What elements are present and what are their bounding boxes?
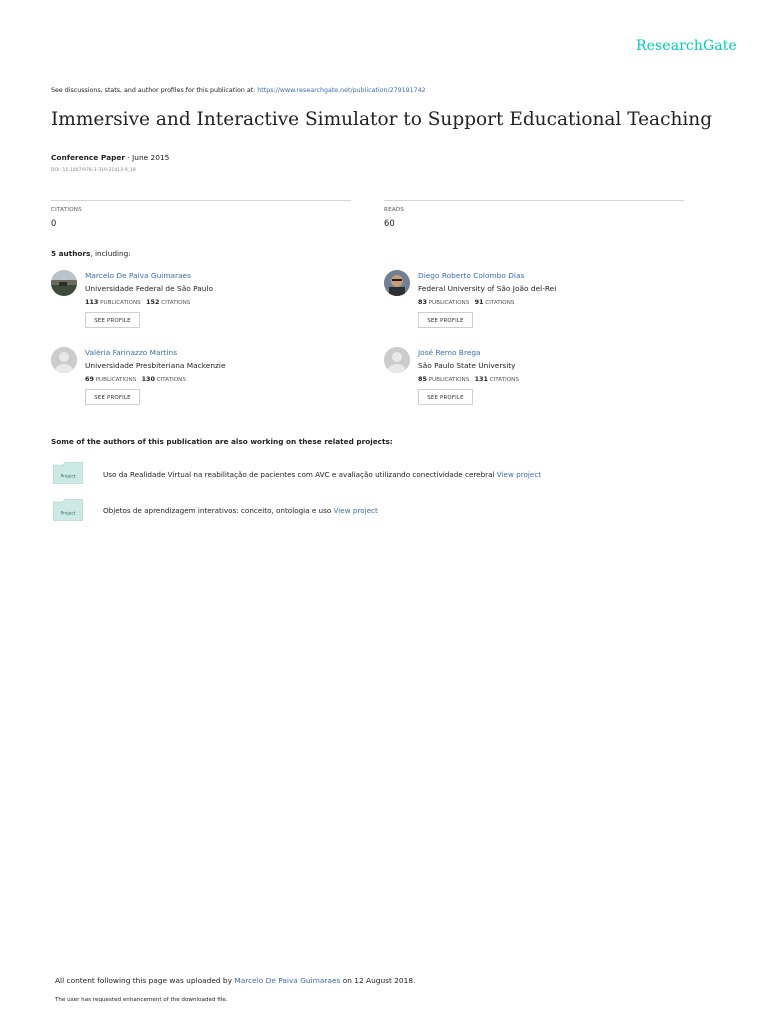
related-projects-heading: Some of the authors of this publication are also working on these related projects: bbox=[51, 437, 393, 446]
citations-value: 0 bbox=[51, 218, 57, 228]
publications-label: PUBLICATIONS bbox=[100, 300, 141, 306]
researchgate-logo[interactable]: ResearchGate bbox=[636, 38, 737, 54]
author-institution: Universidade Federal de São Paulo bbox=[85, 284, 214, 293]
publication-doi: DOI: 10.1007/978-3-319-21413-9_18 bbox=[51, 168, 136, 173]
citations-count: 131 bbox=[474, 375, 488, 383]
discussion-notice bbox=[51, 87, 426, 94]
project-title: Objetos de aprendizagem interativos: conceito, ontologia e uso bbox=[103, 506, 334, 515]
upload-prefix: All content following this page was uploaded by bbox=[55, 976, 235, 985]
author-institution: Federal University of São João del-Rei bbox=[418, 284, 557, 293]
author-stats bbox=[85, 298, 190, 306]
author-avatar[interactable] bbox=[384, 270, 410, 296]
author-avatar[interactable] bbox=[51, 347, 77, 373]
authors-count: 5 authors bbox=[51, 249, 91, 258]
project-item bbox=[103, 506, 378, 515]
author-name-link[interactable]: Diego Roberto Colombo Dias bbox=[418, 271, 525, 280]
author-card bbox=[51, 347, 351, 417]
publications-label: PUBLICATIONS bbox=[95, 377, 137, 383]
citations-label: CITATIONS bbox=[489, 377, 519, 383]
citations-count: 130 bbox=[141, 375, 155, 383]
publications-label: PUBLICATIONS bbox=[428, 300, 470, 306]
publications-label: PUBLICATIONS bbox=[428, 377, 470, 383]
publications-count: 69 bbox=[85, 375, 94, 383]
citations-label: CITATIONS bbox=[485, 300, 515, 306]
meta-separator: · bbox=[125, 153, 133, 162]
see-profile-button[interactable]: SEE PROFILE bbox=[418, 389, 473, 405]
author-institution: Universidade Presbiteriana Mackenzie bbox=[85, 361, 226, 370]
authors-summary bbox=[51, 249, 131, 258]
see-profile-button[interactable]: SEE PROFILE bbox=[85, 389, 140, 405]
citations-divider bbox=[51, 200, 351, 201]
publications-count: 113 bbox=[85, 298, 99, 306]
author-stats bbox=[85, 375, 186, 383]
project-item bbox=[103, 470, 541, 479]
view-project-link[interactable]: View project bbox=[496, 470, 542, 479]
default-avatar-icon bbox=[384, 347, 410, 373]
uploader-link[interactable]: Marcelo De Paiva Guimaraes bbox=[234, 976, 341, 985]
see-profile-button[interactable]: SEE PROFILE bbox=[418, 312, 473, 328]
author-institution: São Paulo State University bbox=[418, 361, 516, 370]
reads-label: READS bbox=[384, 207, 405, 213]
reads-value: 60 bbox=[384, 218, 395, 228]
publication-title: Immersive and Interactive Simulator to Support Educational Teaching bbox=[51, 109, 713, 130]
enhancement-note: The user has requested enhancement of the downloaded file. bbox=[55, 997, 228, 1003]
publication-date: June 2015 bbox=[132, 153, 170, 162]
see-profile-button[interactable]: SEE PROFILE bbox=[85, 312, 140, 328]
author-stats bbox=[418, 298, 514, 306]
person-photo-icon bbox=[384, 270, 410, 296]
publications-count: 83 bbox=[418, 298, 427, 306]
project-folder-icon[interactable] bbox=[53, 499, 83, 519]
author-card bbox=[384, 347, 684, 417]
publications-count: 85 bbox=[418, 375, 427, 383]
author-name-link[interactable]: Marcelo De Paiva Guimaraes bbox=[85, 271, 192, 280]
author-avatar[interactable] bbox=[384, 347, 410, 373]
author-card bbox=[51, 270, 351, 340]
default-avatar-icon bbox=[51, 347, 77, 373]
citations-label: CITATIONS bbox=[156, 377, 186, 383]
citations-label: CITATIONS bbox=[161, 300, 191, 306]
author-avatar[interactable] bbox=[51, 270, 77, 296]
citations-label: CITATIONS bbox=[51, 207, 82, 213]
author-card bbox=[384, 270, 684, 340]
author-name-link[interactable]: Valéria Farinazzo Martins bbox=[85, 348, 178, 357]
upload-suffix: on 12 August 2018. bbox=[340, 976, 416, 985]
landscape-photo-icon bbox=[51, 270, 77, 296]
citations-count: 91 bbox=[474, 298, 484, 306]
publication-url-link[interactable]: https://www.researchgate.net/publication/279191742 bbox=[257, 87, 426, 94]
project-title: Uso da Realidade Virtual na reabilitação de pacientes com AVC e avaliação utilizando conectividade cerebral bbox=[103, 470, 497, 479]
authors-suffix: , including: bbox=[90, 249, 131, 258]
project-folder-icon[interactable] bbox=[53, 462, 83, 482]
author-stats bbox=[418, 375, 519, 383]
upload-notice bbox=[55, 976, 415, 985]
discussion-prefix: See discussions, stats, and author profiles for this publication at: bbox=[51, 87, 258, 94]
publication-type: Conference Paper bbox=[51, 153, 126, 162]
project-icon-label: Project bbox=[60, 474, 76, 480]
citations-count: 152 bbox=[146, 298, 160, 306]
view-project-link[interactable]: View project bbox=[333, 506, 378, 515]
project-icon-label: Project bbox=[60, 511, 76, 517]
reads-divider bbox=[384, 200, 684, 201]
author-name-link[interactable]: José Remo Brega bbox=[418, 348, 481, 357]
publication-meta bbox=[51, 153, 169, 162]
